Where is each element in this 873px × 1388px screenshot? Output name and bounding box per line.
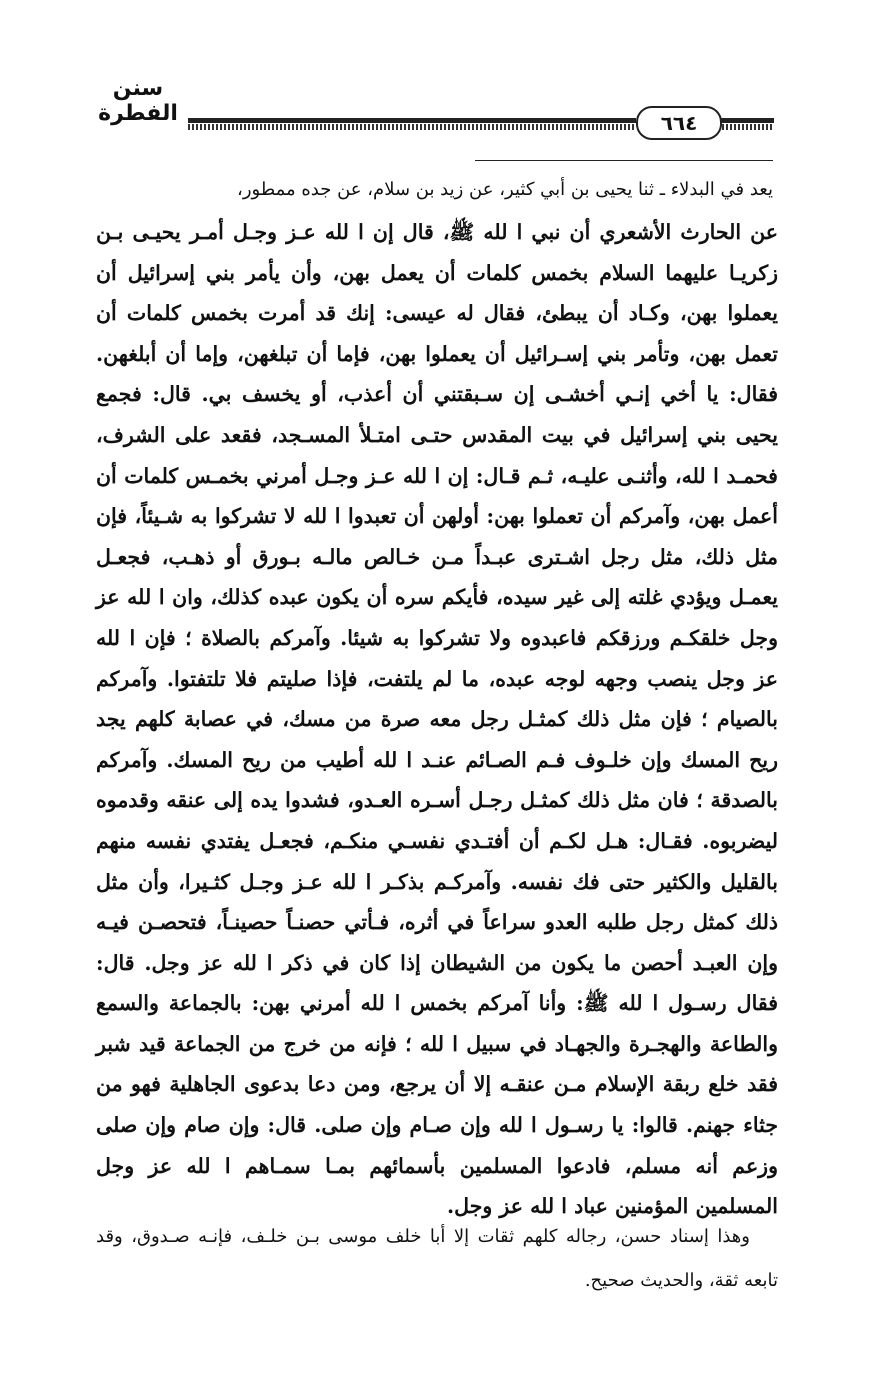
book-title: سنن الفطرة: [98, 76, 178, 126]
page-header: [0, 0, 873, 140]
grading-paragraph: وهذا إسناد حسن، رجاله كلهم ثقات إلا أبا خلف موسى بـن خلـف، فإنـه صـدوق، وقد تابعه ثقة، والحديث صحيح.: [96, 1226, 778, 1291]
footnote-continuation: يعد في البدلاء ـ ثنا يحيى بن أبي كثير، عن زيد بن سلام، عن جده ممطور،: [237, 179, 773, 200]
header-rule: [188, 118, 636, 123]
hadith-text: [96, 212, 778, 1227]
header-rule-right-hatch: [718, 124, 774, 130]
grading-note: [96, 1215, 778, 1303]
hadith-paragraph: عن الحارث الأشعري أن نبي ا لله ﷺ، قال إن ا لله عـز وجـل أمـر يحيـى بـن زكريـا عليهما السلام بخمس كلمات أن يعمل بهن، وأن يأمر بني إسرائيل أن يعملوا بهن، وكـاد أن يبطئ، فقال له عيسى: إنك قد أمرت بخمس كلمات أن تعمل بهن، وتأمر بني إسـرائيل أن يعملوا بهن، فإما أن تبلغهن، وإما أن أبلغهن. فقال: يا أخي إنـي أخشـى إن سـبقتني أن أعذب، أو يخسف بي. قال: فجمع يحيى بني إسرائيل في بيت المقدس حتـى امتـلأ المسـجد، فقعد على الشرف، فحمـد ا لله، وأثنـى عليـه، ثـم قـال: إن ا لله عـز وجـل أمرني بخمـس كلمات أن أعمل بهن، وآمركم أن تعملوا بهن: أولهن أن تعبدوا ا لله لا تشركوا به شـيئاً، فإن مثل ذلك، مثل رجل اشـترى عبـداً مـن خـالص مالـه بـورق أو ذهـب، فجعـل يعمـل ويؤدي غلته إلى غير سيده، فأيكم سره أن يكون عبده كذلك، وان ا لله عز وجل خلقكـم ورزقكم فاعبدوه ولا تشركوا به شيئا. وآمركم بالصلاة ؛ فإن ا لله عز وجل ينصب وجهه لوجه عبده، ما لم يلتفت، فإذا صليتم فلا تلتفتوا. وآمركم بالصيام ؛ فإن مثل ذلك كمثـل رجل معه صرة من مسك، في عصابة كلهم يجد ريح المسك وإن خلـوف فـم الصـائم عنـد ا لله أطيب من ريح المسك. وآمركم بالصدقة ؛ فان مثل ذلك كمثـل رجـل أسـره العـدو، فشدوا يده إلى عنقه وقدموه ليضربوه. فقـال: هـل لكـم أن أفتـدي نفسـي منكـم، فجعـل يفتدي نفسه منهم بالقليل والكثير حتى فك نفسه. وآمركـم بذكـر ا لله عـز وجـل كثـيرا، وأن مثل ذلك كمثل رجل طلبه العدو سراعاً في أثره، فـأتي حصنـاً حصينـاً، فتحصـن فيـه وإن العبـد أحصن ما يكون من الشيطان إذا كان في ذكر ا لله عز وجل. قال: فقال رسـول ا لله ﷺ: وأنا آمركم بخمس ا لله أمرني بهن: بالجماعة والسمع والطاعة والهجـرة والجهـاد في سبيل ا لله ؛ فإنه من خرج من الجماعة قيد شبر فقد خلع ربقة الإسلام مـن عنقـه إلا أن يرجع، ومن دعا بدعوى الجاهلية فهو من جثاء جهنم. قالوا: يا رسـول ا لله وإن صـام وإن صلى. قال: وإن صام وإن صلى وزعم أنه مسلم، فادعوا المسلمين بأسمائهم بمـا سمـاهم ا لله عز وجل المسلمين المؤمنين عباد ا لله عز وجل.: [96, 220, 778, 1219]
header-rule-right: [718, 118, 774, 123]
header-rule-hatch: [188, 124, 636, 130]
page-number: ٦٦٤: [636, 106, 722, 140]
footnote-separator: [475, 160, 773, 161]
